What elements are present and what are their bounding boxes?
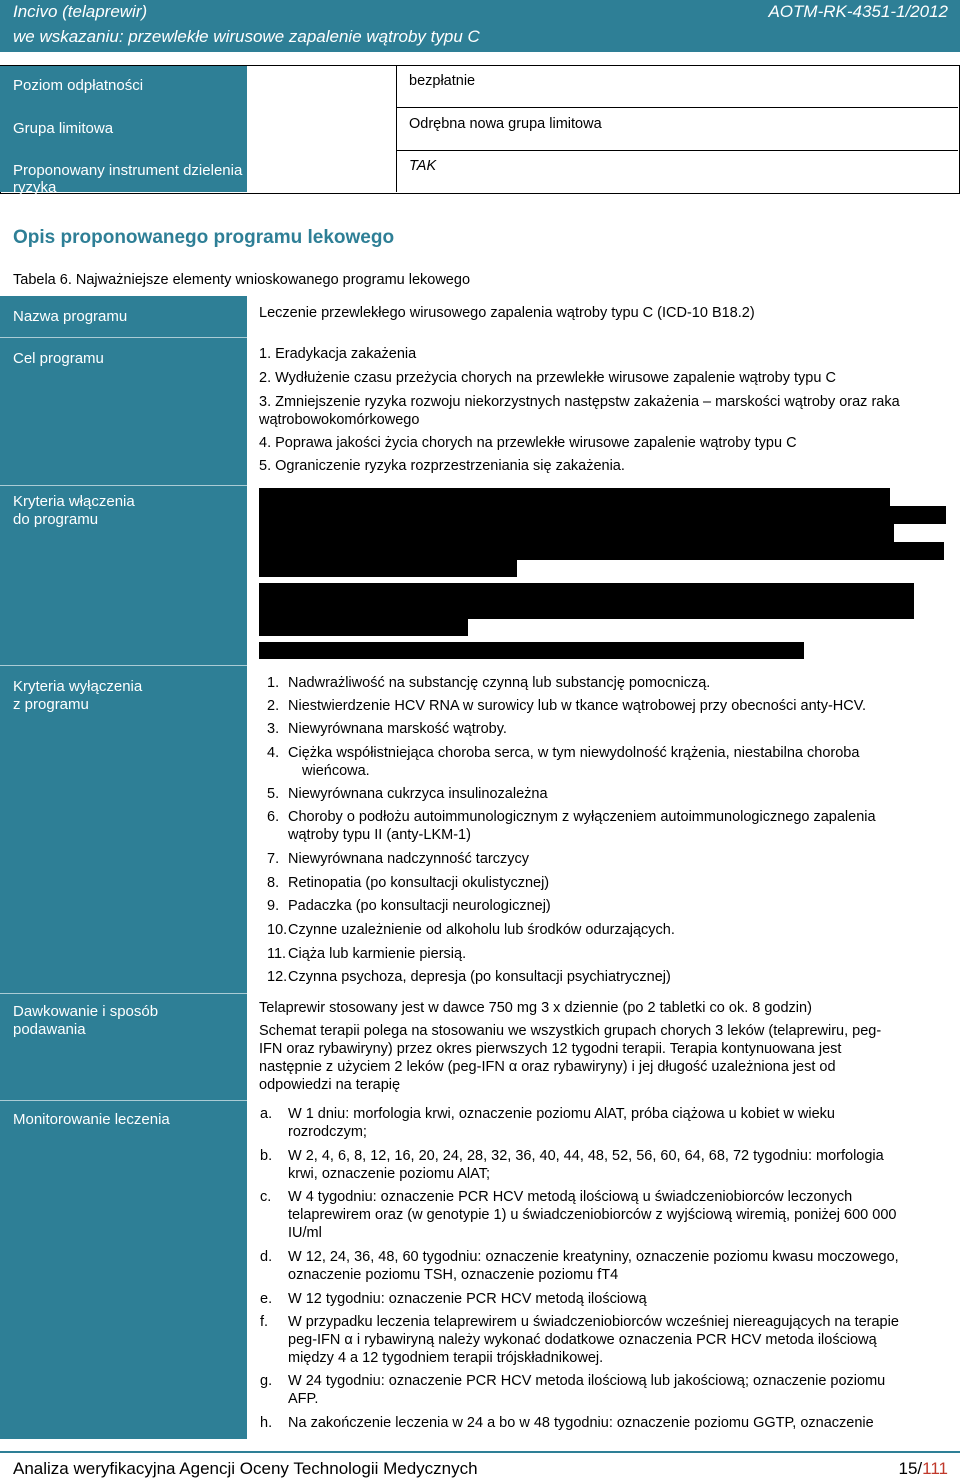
goal-item: 3. Zmniejszenie ryzyka rozwoju niekorzystnych następstw zakażenia – marskości wątroby oraz raka: [259, 394, 900, 410]
row-divider: [397, 107, 958, 108]
label-payment-level: Poziom odpłatności: [13, 77, 144, 94]
monitoring-item-number: g.: [260, 1373, 273, 1389]
label-separator: [0, 665, 247, 666]
header-reference-number: AOTM-RK-4351-1/2012: [768, 2, 948, 21]
exclusion-item-text: Niewyrównana marskość wątroby.: [288, 721, 507, 737]
exclusion-item-number: 2.: [267, 698, 280, 714]
redaction-bar: [259, 560, 517, 577]
exclusion-item-text: Czynna psychoza, depresja (po konsultacji psychiatrycznej): [288, 969, 671, 985]
monitoring-item-text: rozrodczym;: [288, 1124, 367, 1140]
redaction-bar: [259, 583, 914, 601]
label-inclusion-criteria: Kryteria włączenia do programu: [13, 493, 135, 528]
label-separator: [0, 337, 247, 338]
goal-item-continuation: wątrobowokomórkowego: [259, 412, 420, 428]
table-caption: Tabela 6. Najważniejsze elementy wnioskowanego programu lekowego: [13, 272, 471, 288]
exclusion-item-text: Padaczka (po konsultacji neurologicznej): [288, 898, 551, 914]
exclusion-item-text: Czynne uzależnienie od alkoholu lub środków odurzających.: [288, 922, 675, 938]
monitoring-item-text: peg-IFN α i rybawiryną należy wykonać dodatkowe oznaczenia PCR HCV metoda ilościową: [288, 1332, 877, 1348]
redaction-bar: [259, 524, 894, 542]
monitoring-item-text: W 12 tygodniu: oznaczenie PCR HCV metodą ilościową: [288, 1291, 647, 1307]
monitoring-item-text: W 1 dniu: morfologia krwi, oznaczenie poziomu AlAT, próba ciążowa u kobiet w wieku: [288, 1106, 835, 1122]
label-dosing: Dawkowanie i sposób podawania: [13, 1003, 159, 1038]
label-program-name: Nazwa programu: [13, 308, 128, 325]
header-drug-name: Incivo (telaprewir): [13, 2, 148, 21]
exclusion-item-text: Choroby o podłożu autoimmunologicznym z wyłączeniem autoimmunologicznego zapalenia: [288, 809, 876, 825]
redaction-bar: [259, 506, 946, 524]
value-risk-sharing: TAK: [409, 158, 437, 174]
footer-agency: Analiza weryfikacyjna Agencji Oceny Technologii Medycznych: [13, 1459, 478, 1478]
label-monitoring: Monitorowanie leczenia: [13, 1111, 170, 1128]
footer-rule: [0, 1451, 960, 1453]
monitoring-item-text: W 12, 24, 36, 48, 60 tygodniu: oznaczenie kreatyniny, oznaczenie poziomu kwasu moczowego,: [288, 1249, 899, 1265]
exclusion-item-number: 11.: [267, 946, 287, 962]
exclusion-item-number: 9.: [267, 898, 280, 914]
label-exclusion-criteria: Kryteria wyłączenia z programu: [13, 678, 143, 713]
exclusion-item-text: Ciężka współistniejąca choroba serca, w tym niewydolność krążenia, niestabilna choroba: [288, 745, 860, 761]
redaction-bar: [259, 601, 914, 619]
exclusion-item-number: 7.: [267, 851, 280, 867]
label-separator: [0, 993, 247, 994]
label-separator: [0, 485, 247, 486]
goal-item: 2. Wydłużenie czasu przeżycia chorych na przewlekłe wirusowe zapalenie wątroby typu C: [259, 370, 836, 386]
exclusion-item-text: Retinopatia (po konsultacji okulistycznej): [288, 875, 550, 891]
goal-item: 5. Ograniczenie ryzyka rozprzestrzeniania się zakażenia.: [259, 458, 625, 474]
monitoring-item-text: telaprewirem oraz (w genotypie 1) u świadczeniobiorców z wyjściową wiremią, poniżej 600 000: [288, 1207, 897, 1223]
goal-item: 4. Poprawa jakości życia chorych na przewlekłe wirusowe zapalenie wątroby typu C: [259, 435, 797, 451]
page-number: 15/111: [898, 1459, 948, 1478]
exclusion-item-text: Niewyrównana nadczynność tarczycy: [288, 851, 529, 867]
redaction-bar: [259, 488, 890, 506]
program-name-value: Leczenie przewlekłego wirusowego zapalenia wątroby typu C (ICD-10 B18.2): [259, 305, 755, 321]
dosing-paragraph-line: Schemat terapii polega na stosowaniu we wszystkich grupach chorych 3 leków (telaprewiru, peg-: [259, 1023, 882, 1039]
value-limit-group: Odrębna nowa grupa limitowa: [409, 116, 602, 132]
exclusion-item-text: Niestwierdzenie HCV RNA w surowicy lub w tkance wątrobowej przy obecności anty-HCV.: [288, 698, 867, 714]
monitoring-item-number: f.: [260, 1314, 269, 1330]
monitoring-item-number: b.: [260, 1148, 273, 1164]
exclusion-item-text: Niewyrównana cukrzyca insulinozależna: [288, 786, 548, 802]
monitoring-item-text: AFP.: [288, 1391, 319, 1407]
section-title: Opis proponowanego programu lekowego: [13, 227, 395, 248]
exclusion-item-text: wieńcowa.: [302, 763, 370, 779]
dosing-paragraph-line: odpowiedzi na terapię: [259, 1077, 401, 1093]
exclusion-item-number: 5.: [267, 786, 280, 802]
monitoring-item-text: IU/ml: [288, 1225, 322, 1241]
monitoring-item-number: d.: [260, 1249, 273, 1265]
monitoring-item-text: krwi, oznaczenie poziomu AlAT;: [288, 1166, 491, 1182]
label-separator: [0, 1100, 247, 1101]
exclusion-item-number: 6.: [267, 809, 280, 825]
monitoring-item-text: W 24 tygodniu: oznaczenie PCR HCV metoda ilościową lub jakościową; oznaczenie poziomu: [288, 1373, 886, 1389]
label-limit-group: Grupa limitowa: [13, 120, 114, 137]
dosing-paragraph-line: IFN oraz rybawiryny) przez okres pierwszych 12 tygodni terapii. Terapia kontynuowana jest: [259, 1041, 842, 1057]
exclusion-item-number: 12.: [267, 969, 288, 985]
dosing-paragraph-line: następnie z użyciem 2 leków (peg-IFN α oraz rybawiryny) i jej długość uzależniona jest od: [259, 1059, 836, 1075]
monitoring-item-number: h.: [260, 1415, 273, 1431]
exclusion-item-number: 1.: [267, 675, 280, 691]
exclusion-item-number: 3.: [267, 721, 280, 737]
label-risk-sharing: Proponowany instrument dzielenia ryzyka: [13, 162, 243, 196]
monitoring-item-number: a.: [260, 1106, 273, 1122]
exclusion-item-text: Ciąża lub karmienie piersią.: [288, 946, 467, 962]
monitoring-item-text: W 2, 4, 6, 8, 12, 16, 20, 24, 28, 32, 36, 40, 44, 48, 52, 56, 60, 64, 68, 72 tygodniu: morfologia: [288, 1148, 884, 1164]
exclusion-item-text: wątroby typu II (anty-LKM-1): [288, 827, 471, 843]
monitoring-item-text: Na zakończenie leczenia w 24 a bo w 48 tygodniu: oznaczenie poziomu GGTP, oznaczenie: [288, 1415, 874, 1431]
value-payment-level: bezpłatnie: [409, 73, 476, 89]
redaction-bar: [259, 642, 804, 659]
monitoring-item-text: między 4 a 12 tygodniem terapii trójskładnikowej.: [288, 1350, 604, 1366]
label-program-goal: Cel programu: [13, 350, 104, 367]
redaction-bar: [259, 542, 944, 560]
exclusion-item-number: 4.: [267, 745, 280, 761]
exclusion-item-number: 8.: [267, 875, 280, 891]
column-divider: [396, 66, 397, 192]
dosing-line: Telaprewir stosowany jest w dawce 750 mg 3 x dziennie (po 2 tabletki co ok. 8 godzin): [259, 1000, 812, 1016]
monitoring-item-text: oznaczenie poziomu TSH, oznaczenie poziomu fT4: [288, 1267, 619, 1283]
monitoring-item-number: e.: [260, 1291, 273, 1307]
row-divider: [397, 150, 958, 151]
monitoring-item-text: W 4 tygodniu: oznaczenie PCR HCV metodą ilościową u świadczeniobiorców leczonych: [288, 1189, 853, 1205]
redaction-bar: [259, 619, 468, 636]
goal-item: 1. Eradykacja zakażenia: [259, 346, 417, 362]
program-label-column: [0, 296, 247, 1439]
monitoring-item-number: c.: [260, 1189, 272, 1205]
exclusion-item-number: 10.: [267, 922, 288, 938]
monitoring-item-text: W przypadku leczenia telaprewirem u świadczeniobiorców wcześniej niereagujących na terapie: [288, 1314, 899, 1330]
header-indication: we wskazaniu: przewlekłe wirusowe zapalenie wątroby typu C: [13, 27, 480, 46]
exclusion-item-text: Nadwrażliwość na substancję czynną lub substancję pomocniczą.: [288, 675, 711, 691]
